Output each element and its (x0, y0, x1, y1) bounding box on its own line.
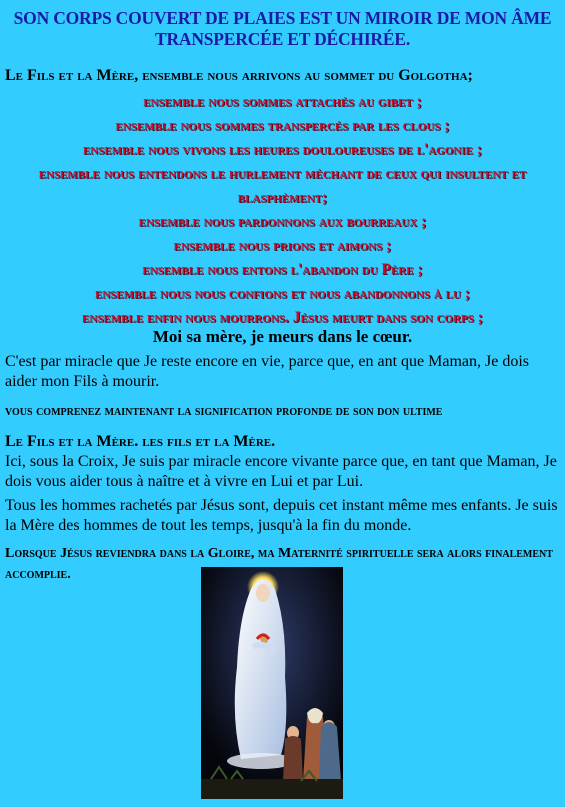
title-line-2: TRANSPERCÉE ET DÉCHIRÉE. (154, 29, 410, 49)
fatima-image (201, 567, 343, 799)
litany-block (0, 90, 565, 330)
paragraph-redeemed: Tous les hommes rachetés par Jésus sont, depuis cet instant même mes enfants. Je suis la Mère des hommes de tout les temps, jusqu'à la fin du monde. (5, 497, 558, 534)
litany-line: ensemble nous pardonnons aux bourreaux ; (138, 213, 427, 230)
paragraph-glory: Lorsque Jésus reviendra dans la Gloire, ma Maternité spirituelle sera alors finalement accomplie. (5, 546, 553, 582)
title-line-1: SON CORPS COUVERT DE PLAIES EST UN MIROIR DE MON ÂME (13, 8, 552, 28)
page-title (0, 8, 565, 50)
litany-line: ensemble enfin nous mourrons. Jésus meurt dans son corps ; (82, 309, 483, 326)
litany-line: ensemble nous vivons les heures douloureuses de l'agonie ; (82, 141, 483, 158)
mother-line: Moi sa mère, je meurs dans le cœur. (152, 327, 413, 346)
paragraph-body: Ici, sous la Croix, Je suis par miracle encore vivante parce que, en tant que Maman, Je dois vous aider tous à naître et à vivre en Lui et par Lui. (5, 453, 557, 490)
paragraph-son-and-mother (5, 432, 560, 492)
litany-line: ensemble nous sommes transpercés par les clous ; (115, 117, 450, 134)
intro-line: Le Fils et la Mère, ensemble nous arrivons au sommet du Golgotha; (5, 67, 473, 84)
litany-line: ensemble nous entendons le hurlement méchant de ceux qui insultent et blasphèment; (38, 165, 527, 206)
paragraph-heading: Le Fils et la Mère. les fils et la Mère. (5, 433, 276, 450)
paragraph-miracle: C'est par miracle que Je reste encore en vie, parce que, en ant que Maman, Je dois aider mon Fils à mourir. (5, 353, 529, 390)
litany-line: ensemble nous sommes attachés au gibet ; (143, 93, 422, 110)
litany-line: ensemble nous prions et aimons ; (173, 237, 392, 254)
litany-line: ensemble nous entons l'abandon du Père ; (142, 261, 423, 278)
paragraph-significance: vous comprenez maintenant la signification profonde de son don ultime (5, 404, 443, 419)
litany-line: ensemble nous nous confions et nous abandonnons à lu ; (95, 285, 470, 302)
